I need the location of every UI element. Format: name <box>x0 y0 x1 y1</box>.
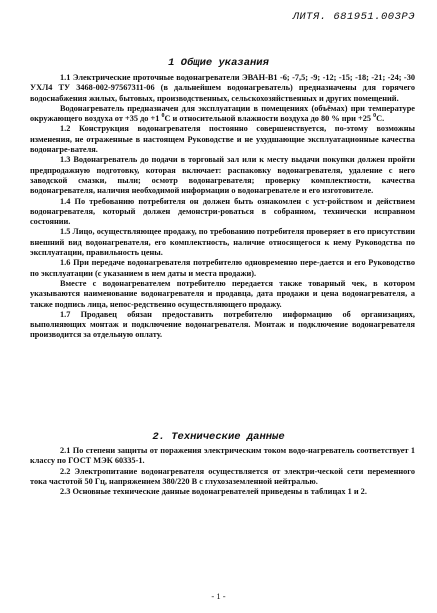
document-code: ЛИТЯ. 681951.003РЭ <box>292 11 415 23</box>
paragraph-1-7: 1.7 Продавец обязан предоставить потребителю информацию об организациях, выполняющих монтаж и подключение водонагревателя. Монтаж и подключение водонагревателя производится за отдельную оплату. <box>30 309 415 340</box>
conditions-text-3: С. <box>376 114 385 124</box>
paragraph-2-3: 2.3 Основные технические данные водонагревателей приведены в таблицах 1 и 2. <box>60 487 367 497</box>
section-2-body <box>30 446 415 497</box>
paragraph-1-4: 1.4 По требованию потребителя он должен быть ознакомлен с уст-ройством и действием водонагревателя, который должен демонстри-роваться в собранном, технически исправном состоянии. <box>30 196 415 227</box>
paragraph-1-6: 1.6 При передаче водонагревателя потребителю одновременно пере-дается и его Руководство по эксплуатации (с указанием в нем даты и места продажи). <box>30 258 415 278</box>
conditions-text-2: С и относительной влажности воздуха до 80 % при +25 <box>164 114 374 124</box>
section-1-body <box>30 73 415 341</box>
section-2-title: 2. Технические данные <box>152 431 285 443</box>
paragraph-2-2: 2.2 Электропитание водонагревателя осуществляется от электри-ческой сети переменного тока частотой 50 Гц, напряжением 380/220 В с глухозаземленной нейтралью. <box>30 466 415 486</box>
degree-mark-2: 0 <box>373 113 377 120</box>
degree-mark-1: 0 <box>161 113 165 120</box>
paragraph-1-1-conditions <box>30 104 415 125</box>
paragraph-1-5: 1.5 Лицо, осуществляющее продажу, по требованию потребителя проверяет в его присутствии внешний вид водонагревателя, его комплектность, наличие относящегося к нему Руководства по эксплуатации, правильность цены. <box>30 227 415 258</box>
paragraph-1-1: 1.1 Электрические проточные водонагреватели ЭВАН-В1 -6; -7,5; -9; -12; -15; -18; -21; -24; -30 УХЛ4 ТУ 3468-002-97567311-06 (в дальнейшем водонагреватель) предназначены для горячего водоснабжения жилых, бытовых, производственных, сельскохозяйственных и других помещений. <box>30 73 415 103</box>
paragraph-1-6-receipt: Вместе с водонагревателем потребителю передается также товарный чек, в котором указываются наименование водонагревателя и продавца, дата продажи и цена водонагревателя, а также подпись лица, непос-редственно осуществляющего продажу. <box>30 278 415 309</box>
conditions-text-1: Водонагреватель предназначен для эксплуатации в помещениях (объёмах) при температуре окружающего воздуха от +35 до +1 <box>30 103 415 124</box>
page-number: - 1 - <box>211 591 226 601</box>
section-1-title: 1 Общие указания <box>168 57 269 69</box>
paragraph-2-1: 2.1 По степени защиты от поражения электрическим током водо-нагреватель соответствует 1 классу по ГОСТ МЭК 60335-1. <box>30 446 415 466</box>
paragraph-1-3: 1.3 Водонагреватель до подачи в торговый зал или к месту выдачи покупки должен пройти предпродажную подготовку, которая включает: распаковку водонагревателя, удаление с него заводской смазки, пыли; осмотр водонагревателя; проверку комплектности, качества водонагревателя, наличия необходимой информации о водонагревателе и его изготовителе. <box>30 155 415 196</box>
paragraph-1-2: 1.2 Конструкция водонагревателя постоянно совершенствуется, по-этому возможны изменения, не отраженные в настоящем Руководстве и не ухудшающие эксплуатационные качества водонагре-вателя. <box>30 124 415 155</box>
